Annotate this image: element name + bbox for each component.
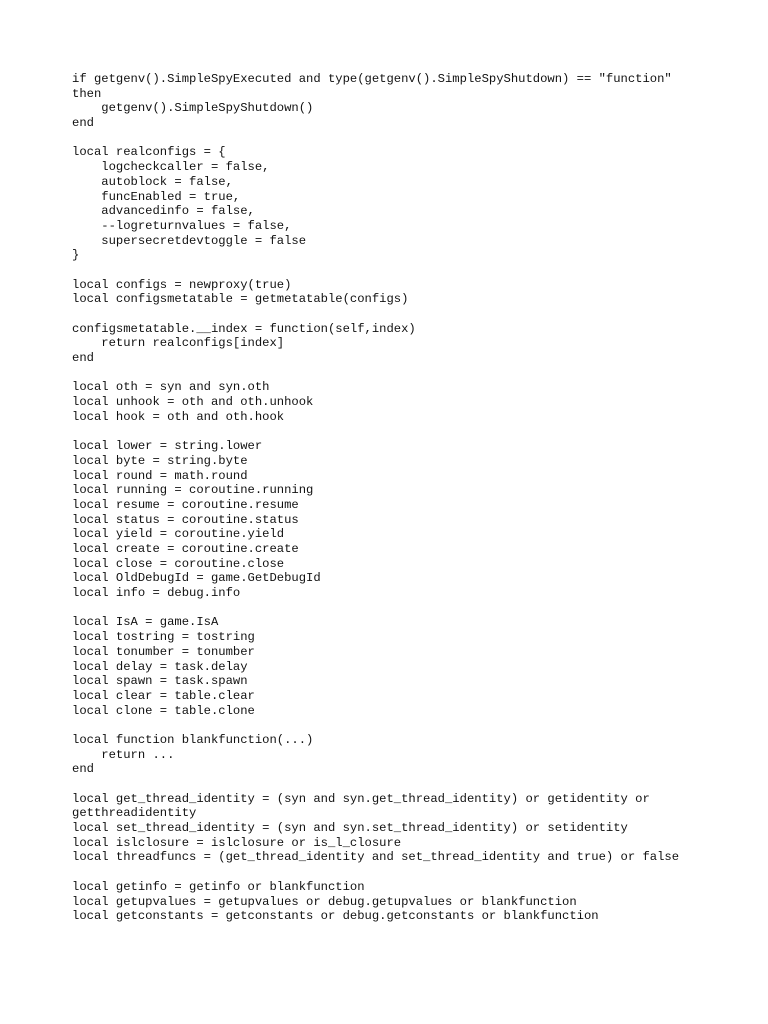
blank-line	[72, 425, 752, 440]
blank-line	[72, 865, 752, 880]
blank-line	[72, 131, 752, 146]
code-line: local yield = coroutine.yield	[72, 527, 285, 542]
code-line: local configsmetatable = getmetatable(configs)	[72, 292, 409, 307]
code-line: configsmetatable.__index = function(self,index)	[72, 321, 416, 336]
code-line: logcheckcaller = false,	[72, 160, 270, 175]
code-line: advancedinfo = false,	[72, 204, 255, 219]
code-line: autoblock = false,	[72, 174, 233, 189]
code-line: local spawn = task.spawn	[72, 674, 248, 689]
code-line: local unhook = oth and oth.unhook	[72, 395, 314, 410]
code-line: local set_thread_identity = (syn and syn.set_thread_identity) or setidentity	[72, 821, 628, 836]
code-line: local tonumber = tonumber	[72, 644, 255, 659]
code-line: getgenv().SimpleSpyShutdown()	[72, 101, 314, 116]
code-line: local getconstants = getconstants or debug.getconstants or blankfunction	[72, 909, 599, 924]
code-line: local status = coroutine.status	[72, 512, 299, 527]
code-line: local lower = string.lower	[72, 439, 263, 454]
code-line: --logreturnvalues = false,	[72, 218, 292, 233]
blank-line	[72, 307, 752, 322]
code-line: if getgenv().SimpleSpyExecuted and type(getgenv().SimpleSpyShutdown) == "function"	[72, 72, 672, 86]
code-line: local tostring = tostring	[72, 630, 255, 645]
code-line: local islclosure = islclosure or is_l_closure	[72, 835, 402, 850]
blank-line	[72, 263, 752, 278]
code-line: getthreadidentity	[72, 806, 197, 821]
code-line: local configs = newproxy(true)	[72, 277, 292, 292]
code-line: local close = coroutine.close	[72, 556, 285, 571]
code-line: local clone = table.clone	[72, 703, 255, 718]
code-line: local threadfuncs = (get_thread_identity and set_thread_identity and true) or false	[72, 850, 680, 865]
code-line: local function blankfunction(...)	[72, 732, 314, 747]
code-line: return realconfigs[index]	[72, 336, 285, 351]
code-line: end	[72, 351, 94, 366]
code-line: local clear = table.clear	[72, 688, 255, 703]
code-line: local oth = syn and syn.oth	[72, 380, 270, 395]
code-line: local create = coroutine.create	[72, 542, 299, 556]
code-line: end	[72, 116, 94, 131]
code-line: then	[72, 86, 102, 101]
blank-line	[72, 718, 752, 733]
code-line: funcEnabled = true,	[72, 189, 241, 204]
code-line: local getupvalues = getupvalues or debug.getupvalues or blankfunction	[72, 894, 577, 909]
code-line: local realconfigs = {	[72, 145, 226, 160]
code-line: local running = coroutine.running	[72, 483, 314, 498]
code-line: local round = math.round	[72, 468, 248, 483]
code-line: local hook = oth and oth.hook	[72, 409, 285, 424]
code-line: local getinfo = getinfo or blankfunction	[72, 879, 365, 894]
code-line: }	[72, 248, 80, 263]
code-line: local OldDebugId = game.GetDebugId	[72, 571, 321, 586]
code-line: local resume = coroutine.resume	[72, 497, 299, 512]
code-line: return ...	[72, 747, 175, 762]
code-line: local get_thread_identity = (syn and syn.get_thread_identity) or getidentity or	[72, 791, 650, 806]
code-line: supersecretdevtoggle = false	[72, 233, 307, 248]
code-line: end	[72, 762, 94, 777]
code-line: local byte = string.byte	[72, 453, 248, 468]
code-line: local IsA = game.IsA	[72, 615, 219, 630]
blank-line	[72, 366, 752, 381]
code-line: local delay = task.delay	[72, 659, 248, 674]
code-line: local info = debug.info	[72, 586, 241, 601]
blank-line	[72, 777, 752, 792]
code-document	[72, 72, 752, 924]
blank-line	[72, 601, 752, 616]
